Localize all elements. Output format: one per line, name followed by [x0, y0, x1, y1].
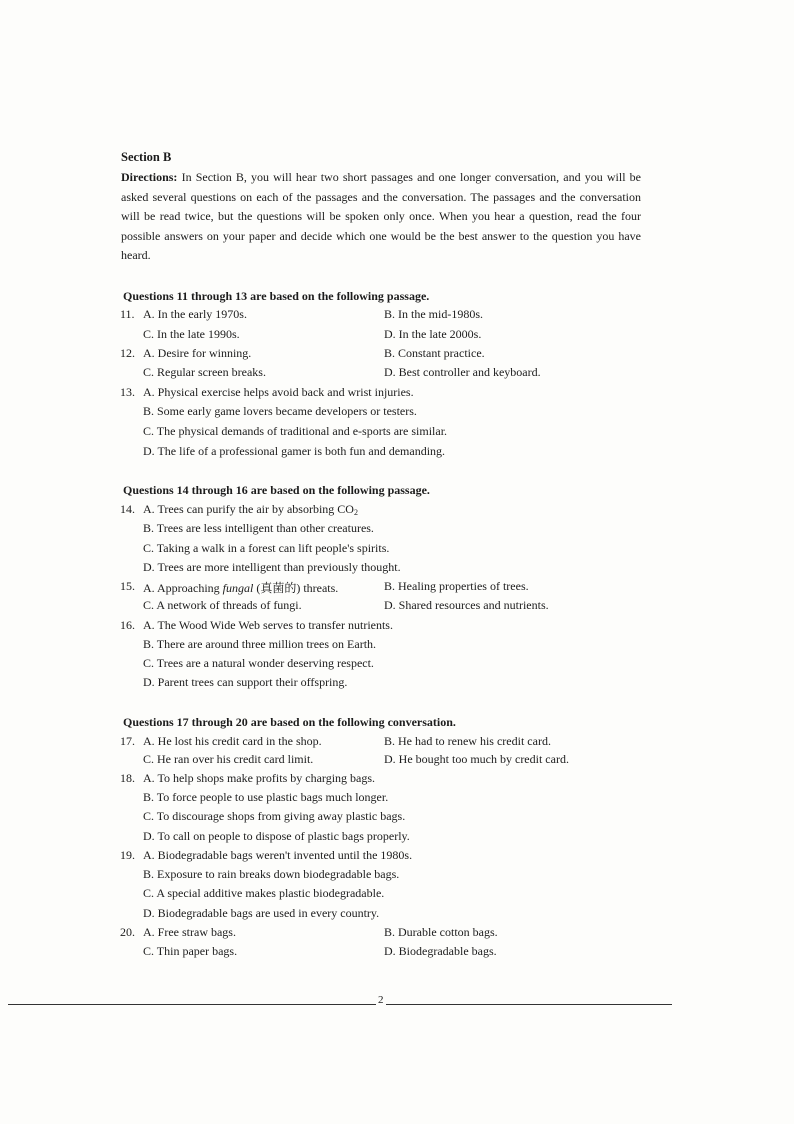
option-c: C. Regular screen breaks.: [143, 365, 266, 379]
option-b: B. Some early game lovers became developers or testers.: [143, 404, 417, 418]
option-c: C. He ran over his credit card limit.: [143, 752, 314, 766]
group1-heading: Questions 11 through 13 are based on the following passage.: [123, 289, 430, 303]
option-b: B. Healing properties of trees.: [384, 579, 529, 593]
option-a: A. Biodegradable bags weren't invented until the 1980s.: [143, 848, 413, 862]
group3-heading: Questions 17 through 20 are based on the following conversation.: [123, 715, 456, 729]
option-d: D. Biodegradable bags are used in every country.: [143, 906, 380, 920]
subscript: 2: [353, 508, 358, 517]
directions: [121, 168, 641, 266]
option-a: [143, 502, 358, 517]
option-b: B. There are around three million trees on Earth.: [143, 637, 377, 651]
option-d: D. Best controller and keyboard.: [384, 365, 541, 379]
option-b: B. In the mid-1980s.: [384, 307, 483, 321]
directions-label: Directions:: [121, 170, 178, 184]
option-a-post: (真菌的) threats.: [253, 581, 339, 595]
option-c: C. The physical demands of traditional and e-sports are similar.: [143, 424, 448, 438]
option-d: D. The life of a professional gamer is both fun and demanding.: [143, 444, 446, 458]
option-a-italic: fungal: [222, 581, 254, 595]
option-d: D. In the late 2000s.: [384, 327, 482, 341]
option-a: A. Physical exercise helps avoid back and wrist injuries.: [143, 385, 414, 399]
question-number: 15.: [120, 579, 135, 593]
option-a: A. The Wood Wide Web serves to transfer nutrients.: [143, 618, 393, 632]
option-c: C. In the late 1990s.: [143, 327, 240, 341]
directions-text: In Section B, you will hear two short passages and one longer conversation, and you will be asked several questions on each of the passages and the conversation. The passages and the conversation will be read twice, but the questions will be spoken only once. When you hear a question, read the four possible answers on your paper and decide which one would be the best answer to the question you have heard.: [121, 170, 641, 263]
option-c: C. Thin paper bags.: [143, 944, 238, 958]
section-title: Section B: [121, 150, 172, 164]
option-c: C. Taking a walk in a forest can lift people's spirits.: [143, 541, 390, 555]
question-number: 19.: [120, 848, 135, 862]
option-b: B. Durable cotton bags.: [384, 925, 498, 939]
option-c: C. Trees are a natural wonder deserving respect.: [143, 656, 374, 670]
option-c: C. To discourage shops from giving away plastic bags.: [143, 809, 406, 823]
question-number: 18.: [120, 771, 135, 785]
option-b: B. Trees are less intelligent than other creatures.: [143, 521, 374, 535]
question-number: 14.: [120, 502, 135, 516]
option-b: B. Exposure to rain breaks down biodegradable bags.: [143, 867, 400, 881]
option-d: D. To call on people to dispose of plastic bags properly.: [143, 829, 410, 843]
question-number: 12.: [120, 346, 135, 360]
option-a: [143, 579, 338, 596]
option-a-pre: A. Approaching: [143, 581, 223, 595]
question-number: 17.: [120, 734, 135, 748]
page-number: 2: [378, 994, 384, 1006]
group2-heading: Questions 14 through 16 are based on the following passage.: [123, 483, 430, 497]
option-a-text: A. Trees can purify the air by absorbing CO: [143, 502, 354, 516]
option-c: C. A special additive makes plastic biodegradable.: [143, 886, 385, 900]
footer-divider: [8, 1004, 672, 1005]
option-d: D. Biodegradable bags.: [384, 944, 497, 958]
option-a: A. Free straw bags.: [143, 925, 236, 939]
question-number: 13.: [120, 385, 135, 399]
question-number: 16.: [120, 618, 135, 632]
question-number: 20.: [120, 925, 135, 939]
option-b: B. He had to renew his credit card.: [384, 734, 551, 748]
option-d: D. Shared resources and nutrients.: [384, 598, 549, 612]
option-d: D. He bought too much by credit card.: [384, 752, 569, 766]
option-a: A. To help shops make profits by charging bags.: [143, 771, 376, 785]
option-a: A. He lost his credit card in the shop.: [143, 734, 322, 748]
option-c: C. A network of threads of fungi.: [143, 598, 302, 612]
option-b: B. Constant practice.: [384, 346, 485, 360]
option-b: B. To force people to use plastic bags much longer.: [143, 790, 389, 804]
option-d: D. Trees are more intelligent than previously thought.: [143, 560, 401, 574]
option-a: A. Desire for winning.: [143, 346, 252, 360]
option-d: D. Parent trees can support their offspring.: [143, 675, 348, 689]
question-number: 11.: [120, 307, 135, 321]
option-a: A. In the early 1970s.: [143, 307, 247, 321]
